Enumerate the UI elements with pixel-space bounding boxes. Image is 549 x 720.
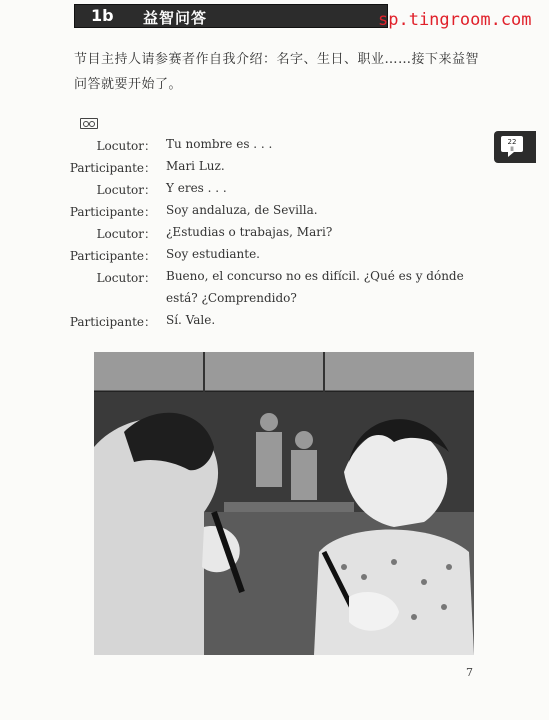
intro-paragraph: 节目主持人请参赛者作自我介绍：名字、生日、职业……接下来益智问答就要开始了。 [74, 52, 480, 92]
dialogue-line: Soy estudiante. [166, 247, 260, 261]
dialogue-line: Soy andaluza, de Sevilla. [166, 203, 318, 217]
lesson-title: 益智问答 [143, 9, 208, 27]
quiz-show-illustration [94, 352, 474, 655]
speaker-label: Participante： [69, 315, 156, 329]
dialogue-line: Sí. Vale. [166, 313, 216, 327]
cassette-tape-icon [80, 118, 98, 129]
page-number: 7 [466, 666, 473, 679]
speaker-label: Locutor： [96, 271, 156, 285]
speaker-label: Participante： [69, 205, 156, 219]
speaker-label: Locutor： [96, 227, 156, 241]
track-number-top: 22 [507, 138, 517, 146]
lesson-number: 1b [91, 6, 114, 25]
dialogue-line: Mari Luz. [166, 159, 225, 173]
dialogue-line: ¿Estudias o trabajas, Mari? [166, 225, 333, 239]
track-number-bottom: II [510, 146, 514, 153]
speaker-label: Participante： [69, 161, 156, 175]
dialogue-line: Tu nombre es . . . [166, 137, 273, 151]
chapter-header-bar [74, 4, 388, 28]
dialogue-line: Y eres . . . [166, 181, 227, 195]
speaker-label: Locutor： [96, 183, 156, 197]
speaker-label: Participante： [69, 249, 156, 263]
speaker-label: Locutor： [96, 139, 156, 153]
dialogue-line: está? ¿Comprendido? [166, 291, 297, 305]
site-watermark: sp.tingroom.com [378, 10, 532, 30]
dialogue-line: Bueno, el concurso no es difícil. ¿Qué es y dónde [166, 269, 464, 283]
track-number-tab-icon [494, 131, 536, 163]
